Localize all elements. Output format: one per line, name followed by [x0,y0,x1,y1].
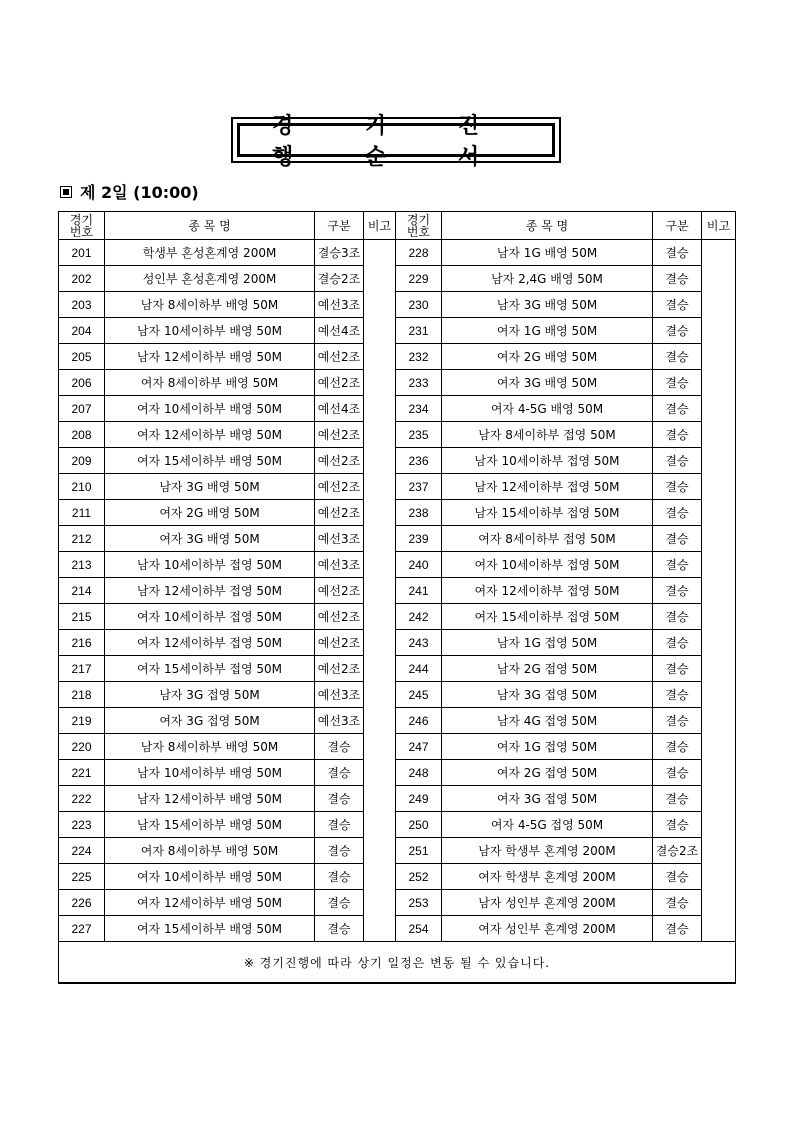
event-name-left: 여자 15세이하부 배영 50M [105,448,315,474]
match-number-left: 215 [59,604,105,630]
remark-left [364,656,396,682]
remark-right [702,526,736,552]
remark-left [364,708,396,734]
event-name-left: 남자 8세이하부 배영 50M [105,292,315,318]
match-number-left: 227 [59,916,105,942]
division-right: 결승 [653,474,702,500]
division-left: 결승2조 [315,266,364,292]
division-left: 예선2조 [315,604,364,630]
event-name-right: 남자 12세이하부 접영 50M [442,474,653,500]
page-title: 경 기 진 행 순 서 [272,114,512,170]
remark-left [364,578,396,604]
event-name-left: 여자 8세이하부 배영 50M [105,370,315,396]
table-row [59,656,736,682]
remark-left [364,760,396,786]
match-number-right: 245 [396,682,442,708]
division-right: 결승 [653,630,702,656]
division-right: 결승 [653,500,702,526]
division-left: 결승 [315,864,364,890]
remark-right [702,812,736,838]
event-name-right: 여자 12세이하부 접영 50M [442,578,653,604]
division-left: 예선2조 [315,422,364,448]
remark-right [702,578,736,604]
event-name-left: 남자 12세이하부 배영 50M [105,786,315,812]
match-number-left: 226 [59,890,105,916]
event-name-right: 남자 1G 접영 50M [442,630,653,656]
division-right: 결승 [653,266,702,292]
schedule-table [58,211,736,984]
remark-left [364,240,396,266]
event-name-right: 여자 3G 배영 50M [442,370,653,396]
event-name-right: 남자 10세이하부 접영 50M [442,448,653,474]
match-number-right: 232 [396,344,442,370]
division-right: 결승 [653,292,702,318]
remark-right [702,344,736,370]
remark-left [364,370,396,396]
remark-right [702,240,736,266]
match-number-left: 210 [59,474,105,500]
division-right: 결승 [653,786,702,812]
event-name-left: 남자 8세이하부 배영 50M [105,734,315,760]
match-number-right: 230 [396,292,442,318]
match-number-left: 218 [59,682,105,708]
match-number-right: 250 [396,812,442,838]
header-no-text: 경기 번호 [406,212,431,239]
event-name-right: 남자 2,4G 배영 50M [442,266,653,292]
event-name-left: 남자 3G 접영 50M [105,682,315,708]
division-left: 결승 [315,890,364,916]
division-right: 결승 [653,682,702,708]
remark-left [364,474,396,500]
division-right: 결승 [653,344,702,370]
division-left: 예선3조 [315,292,364,318]
match-number-left: 201 [59,240,105,266]
remark-right [702,292,736,318]
division-right: 결승2조 [653,838,702,864]
remark-right [702,474,736,500]
remark-right [702,422,736,448]
match-number-left: 220 [59,734,105,760]
division-right: 결승 [653,812,702,838]
match-number-right: 254 [396,916,442,942]
event-name-right: 남자 3G 배영 50M [442,292,653,318]
remark-left [364,526,396,552]
remark-right [702,786,736,812]
division-right: 결승 [653,422,702,448]
division-left: 결승 [315,916,364,942]
event-name-left: 남자 10세이하부 접영 50M [105,552,315,578]
match-number-right: 251 [396,838,442,864]
event-name-right: 여자 1G 배영 50M [442,318,653,344]
division-left: 예선3조 [315,708,364,734]
event-name-left: 남자 10세이하부 배영 50M [105,760,315,786]
remark-left [364,448,396,474]
day-label: 제 2일 (10:00) [80,183,199,202]
match-number-right: 237 [396,474,442,500]
table-row [59,422,736,448]
table-row [59,812,736,838]
remark-left [364,864,396,890]
header-event-left: 종 목 명 [105,212,315,240]
division-right: 결승 [653,240,702,266]
table-row [59,916,736,942]
division-left: 예선4조 [315,318,364,344]
event-name-right: 남자 1G 배영 50M [442,240,653,266]
header-no-left [59,212,105,240]
division-right: 결승 [653,578,702,604]
match-number-right: 243 [396,630,442,656]
event-name-left: 남자 15세이하부 배영 50M [105,812,315,838]
match-number-right: 239 [396,526,442,552]
match-number-left: 204 [59,318,105,344]
match-number-right: 234 [396,396,442,422]
match-number-left: 211 [59,500,105,526]
remark-right [702,682,736,708]
match-number-left: 219 [59,708,105,734]
match-number-right: 233 [396,370,442,396]
event-name-left: 남자 3G 배영 50M [105,474,315,500]
remark-left [364,318,396,344]
table-row [59,890,736,916]
remark-left [364,500,396,526]
match-number-left: 207 [59,396,105,422]
event-name-left: 여자 12세이하부 접영 50M [105,630,315,656]
division-right: 결승 [653,370,702,396]
event-name-left: 남자 12세이하부 배영 50M [105,344,315,370]
remark-left [364,682,396,708]
header-remark-left: 비고 [364,212,396,240]
event-name-left: 여자 3G 배영 50M [105,526,315,552]
division-left: 결승 [315,812,364,838]
division-left: 예선2조 [315,656,364,682]
remark-left [364,396,396,422]
event-name-left: 여자 3G 접영 50M [105,708,315,734]
match-number-right: 252 [396,864,442,890]
division-left: 예선2조 [315,370,364,396]
event-name-right: 남자 8세이하부 접영 50M [442,422,653,448]
table-row [59,708,736,734]
remark-left [364,812,396,838]
event-name-left: 여자 2G 배영 50M [105,500,315,526]
event-name-right: 여자 학생부 혼계영 200M [442,864,653,890]
event-name-right: 남자 학생부 혼계영 200M [442,838,653,864]
division-right: 결승 [653,552,702,578]
match-number-right: 242 [396,604,442,630]
event-name-right: 남자 3G 접영 50M [442,682,653,708]
match-number-left: 213 [59,552,105,578]
match-number-left: 203 [59,292,105,318]
table-row [59,500,736,526]
event-name-right: 남자 4G 접영 50M [442,708,653,734]
event-name-left: 여자 15세이하부 접영 50M [105,656,315,682]
event-name-right: 여자 15세이하부 접영 50M [442,604,653,630]
event-name-right: 여자 8세이하부 접영 50M [442,526,653,552]
table-row [59,526,736,552]
schedule-note: ※ 경기진행에 따라 상기 일정은 변동 될 수 있습니다. [59,942,736,984]
match-number-left: 217 [59,656,105,682]
remark-right [702,864,736,890]
table-row [59,552,736,578]
remark-right [702,500,736,526]
match-number-left: 216 [59,630,105,656]
remark-left [364,890,396,916]
remark-right [702,370,736,396]
remark-right [702,890,736,916]
match-number-right: 228 [396,240,442,266]
table-row [59,266,736,292]
division-right: 결승 [653,656,702,682]
remark-right [702,630,736,656]
division-left: 예선2조 [315,448,364,474]
header-row [59,212,736,240]
remark-left [364,422,396,448]
table-row [59,240,736,266]
match-number-left: 222 [59,786,105,812]
event-name-right: 여자 3G 접영 50M [442,786,653,812]
remark-right [702,552,736,578]
table-row [59,578,736,604]
remark-right [702,734,736,760]
match-number-left: 206 [59,370,105,396]
event-name-left: 여자 10세이하부 배영 50M [105,396,315,422]
table-row [59,734,736,760]
match-number-right: 231 [396,318,442,344]
remark-left [364,838,396,864]
remark-right [702,916,736,942]
remark-left [364,786,396,812]
match-number-left: 223 [59,812,105,838]
table-row [59,838,736,864]
table-row [59,292,736,318]
table-row [59,786,736,812]
event-name-right: 여자 10세이하부 접영 50M [442,552,653,578]
division-right: 결승 [653,916,702,942]
table-row [59,864,736,890]
division-left: 결승3조 [315,240,364,266]
remark-right [702,396,736,422]
event-name-left: 남자 12세이하부 접영 50M [105,578,315,604]
division-left: 예선2조 [315,344,364,370]
match-number-left: 209 [59,448,105,474]
remark-right [702,266,736,292]
event-name-right: 여자 4-5G 접영 50M [442,812,653,838]
match-number-left: 214 [59,578,105,604]
remark-right [702,708,736,734]
division-left: 예선2조 [315,630,364,656]
remark-left [364,734,396,760]
header-division-left: 구분 [315,212,364,240]
header-remark-right: 비고 [702,212,736,240]
division-right: 결승 [653,890,702,916]
match-number-right: 246 [396,708,442,734]
match-number-right: 236 [396,448,442,474]
table-row [59,604,736,630]
division-right: 결승 [653,448,702,474]
event-name-left: 여자 10세이하부 배영 50M [105,864,315,890]
match-number-right: 229 [396,266,442,292]
remark-right [702,604,736,630]
day-heading [60,180,199,203]
match-number-left: 202 [59,266,105,292]
division-left: 예선2조 [315,500,364,526]
match-number-right: 240 [396,552,442,578]
division-right: 결승 [653,864,702,890]
event-name-left: 여자 15세이하부 배영 50M [105,916,315,942]
match-number-right: 244 [396,656,442,682]
event-name-left: 여자 10세이하부 접영 50M [105,604,315,630]
square-bullet-icon [60,186,72,198]
event-name-left: 여자 12세이하부 배영 50M [105,422,315,448]
match-number-right: 248 [396,760,442,786]
note-row [59,942,736,984]
division-right: 결승 [653,760,702,786]
header-event-right: 종 목 명 [442,212,653,240]
division-right: 결승 [653,604,702,630]
event-name-right: 남자 성인부 혼계영 200M [442,890,653,916]
division-right: 결승 [653,396,702,422]
event-name-right: 여자 성인부 혼계영 200M [442,916,653,942]
division-left: 예선3조 [315,526,364,552]
header-division-right: 구분 [653,212,702,240]
division-right: 결승 [653,734,702,760]
event-name-left: 성인부 혼성혼계영 200M [105,266,315,292]
table-row [59,682,736,708]
table-row [59,760,736,786]
table-row [59,344,736,370]
event-name-right: 여자 4-5G 배영 50M [442,396,653,422]
remark-left [364,292,396,318]
division-left: 예선4조 [315,396,364,422]
remark-right [702,838,736,864]
remark-right [702,318,736,344]
title-inner-frame [237,114,555,170]
remark-left [364,266,396,292]
remark-left [364,604,396,630]
division-left: 결승 [315,786,364,812]
remark-right [702,448,736,474]
header-no-right [396,212,442,240]
division-left: 예선2조 [315,578,364,604]
remark-left [364,344,396,370]
remark-left [364,916,396,942]
table-row [59,448,736,474]
event-name-left: 여자 8세이하부 배영 50M [105,838,315,864]
table-row [59,474,736,500]
event-name-right: 여자 2G 배영 50M [442,344,653,370]
match-number-left: 224 [59,838,105,864]
header-no-text: 경기 번호 [69,212,94,239]
division-right: 결승 [653,708,702,734]
table-row [59,370,736,396]
division-left: 예선3조 [315,552,364,578]
division-right: 결승 [653,318,702,344]
match-number-right: 235 [396,422,442,448]
match-number-left: 225 [59,864,105,890]
event-name-right: 남자 2G 접영 50M [442,656,653,682]
remark-left [364,630,396,656]
division-left: 예선3조 [315,682,364,708]
remark-right [702,760,736,786]
match-number-right: 241 [396,578,442,604]
division-right: 결승 [653,526,702,552]
match-number-left: 221 [59,760,105,786]
event-name-right: 남자 15세이하부 접영 50M [442,500,653,526]
event-name-left: 여자 12세이하부 배영 50M [105,890,315,916]
schedule-body [59,240,736,942]
match-number-left: 205 [59,344,105,370]
division-left: 예선2조 [315,474,364,500]
remark-right [702,656,736,682]
table-row [59,630,736,656]
match-number-right: 249 [396,786,442,812]
match-number-left: 208 [59,422,105,448]
remark-left [364,552,396,578]
table-row [59,318,736,344]
title-box [231,114,561,170]
match-number-left: 212 [59,526,105,552]
table-row [59,396,736,422]
division-left: 결승 [315,734,364,760]
event-name-left: 남자 10세이하부 배영 50M [105,318,315,344]
match-number-right: 247 [396,734,442,760]
event-name-right: 여자 2G 접영 50M [442,760,653,786]
division-left: 결승 [315,760,364,786]
event-name-left: 학생부 혼성혼계영 200M [105,240,315,266]
division-left: 결승 [315,838,364,864]
match-number-right: 238 [396,500,442,526]
match-number-right: 253 [396,890,442,916]
event-name-right: 여자 1G 접영 50M [442,734,653,760]
